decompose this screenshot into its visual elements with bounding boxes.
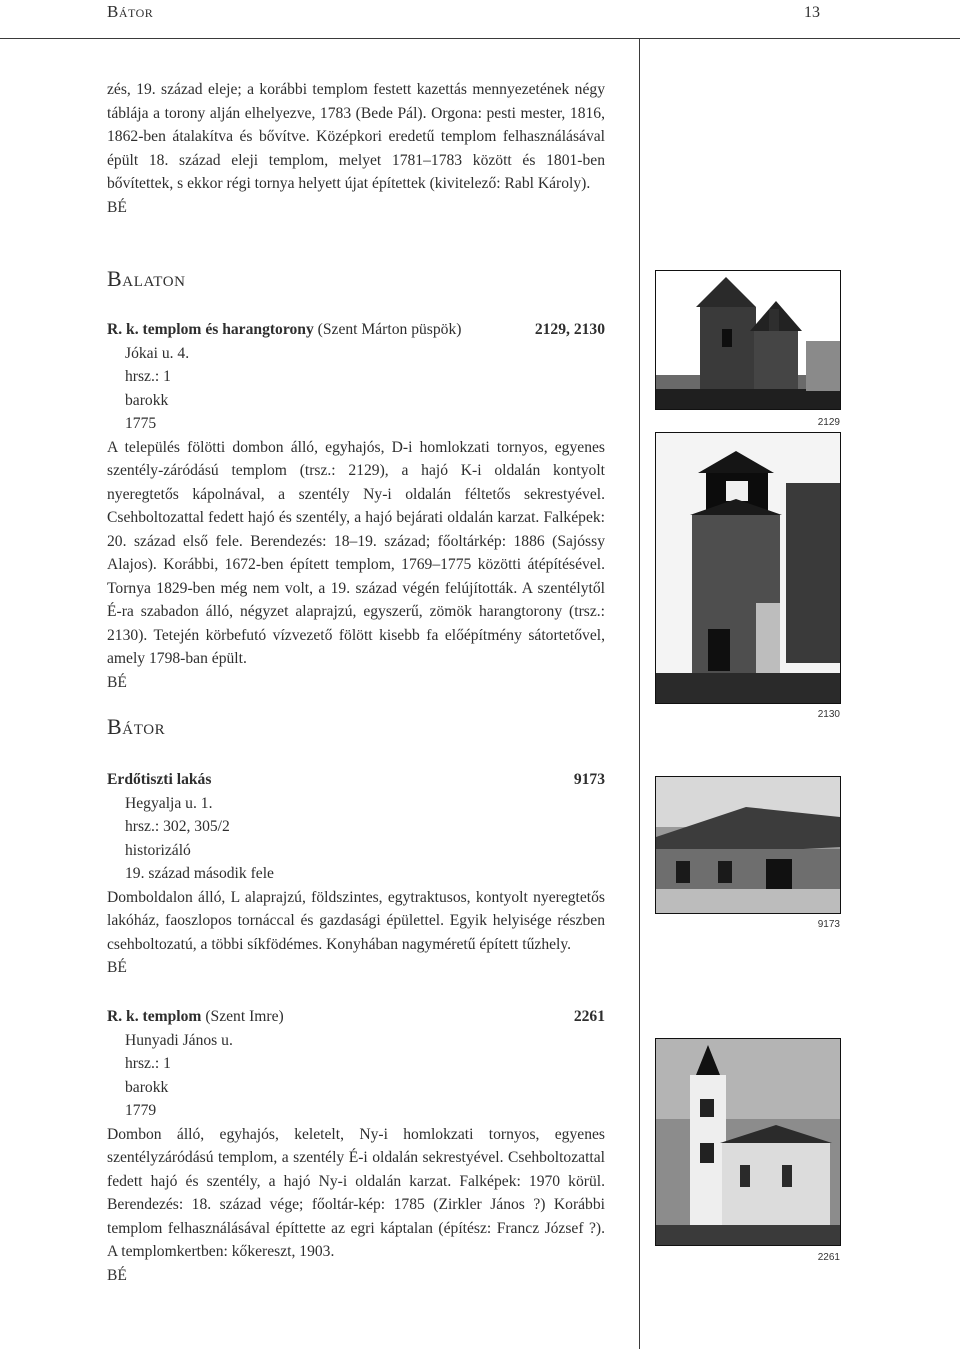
entry-address: Hunyadi János u. (125, 1031, 233, 1049)
photo-reference-numbers: 9173 (573, 771, 605, 788)
entry-hrsz: hrsz.: 1 (125, 368, 171, 385)
photo-caption: 2129 (817, 417, 840, 428)
entry-heading (107, 1005, 605, 1029)
entry-year: 19. század második fele (125, 865, 274, 882)
entry-style: barokk (125, 391, 169, 409)
entry-title: R. k. templom (107, 1008, 202, 1025)
bell-tower-photo (655, 432, 841, 704)
bator-entry-1 (107, 768, 605, 980)
entry-dedication: (Szent Márton püspök) (313, 321, 462, 338)
entry-author: BÉ (107, 959, 127, 976)
entry-title: R. k. templom és harangtorony (107, 321, 314, 338)
photo-reference-numbers: 2129, 2130 (534, 321, 605, 338)
photo-reference-numbers: 2261 (573, 1008, 605, 1025)
running-header (107, 0, 820, 28)
church-with-tower-photo (655, 270, 841, 410)
section-title-bator: Bátor (107, 714, 166, 739)
entry-heading (107, 768, 605, 792)
entry-description: A település fölötti dombon álló, egyhajós, D-i homlokzati tornyos, egyenes szentély-záródású templom (trsz.: 2129), a hajó K-i oldalán kontyolt nyeregtetős kápolnával, a szentély Ny-i oldalán féltetős sekrestyével. Csehboltozattal fedett hajó és szentély, a hajó bejárati oldalán karzat. Falképek: 20. század első fele. Berendezés: 18–19. század; főoltárkép: 1886 (Sajóssy Alajos). Korábbi, 1672-ben épített templom, 1769–1775 közötti átépítésével. Tornya 1829-ben még nem volt, a 19. század végén felújították. A szentélytől É-ra szabadon álló, négyzet alaprajzú, egyszerű, zömök harangtorony (trsz.: 2130). Tetején körbefutó vízvezető fölött kisebb fa előépítmény sátortetővel, amely 1798-ban épült. (107, 438, 605, 667)
entry-heading (107, 318, 605, 342)
photo-caption: 2261 (817, 1252, 840, 1263)
entry-address: Jókai u. 4. (125, 344, 190, 362)
entry-description: Dombon álló, egyhajós, keletelt, Ny-i homlokzati tornyos, egyenes szentélyzáródású templom, a szentély É-i oldalán sekrestyével. Csehboltozattal fedett hajó és szentély, a hajó Ny-i oldalán karzat. Falképek: 1970 körül. Berendezés: 18. század vége; főoltár-kép: 1785 (Zirkler János ?) Korábbi templom felhasználásával építtette az egri káptalan (építész: Francz József ?). A templomkertben: kőkereszt, 1903. (107, 1125, 605, 1260)
entry-style: barokk (125, 1078, 169, 1096)
entry-style: historizáló (125, 841, 191, 859)
entry-hrsz: hrsz.: 1 (125, 1055, 171, 1072)
page-number: 13 (804, 4, 820, 21)
entry-hrsz: hrsz.: 302, 305/2 (125, 818, 230, 835)
balaton-entry (107, 318, 605, 694)
entry-year: 1779 (125, 1102, 157, 1119)
white-church-photo (655, 1038, 841, 1246)
entry-title: Erdőtiszti lakás (107, 771, 212, 788)
entry-description: Domboldalon álló, L alaprajzú, földszintes, egytraktusos, kontyolt nyeregtetős lakóház, faoszlopos tornáccal és gazdasági épülettel. Egyik helyisége részben csehboltozatú, a többi síkfödémes. Konyhában nagyméretű épített tűzhely. (107, 888, 605, 953)
entry-author: BÉ (107, 673, 127, 691)
running-title: Bátor (107, 2, 154, 21)
entry-dedication: (Szent Imre) (201, 1008, 284, 1025)
entry-author: BÉ (107, 1266, 127, 1284)
intro-author: BÉ (107, 198, 127, 216)
intro-paragraph: zés, 19. század eleje; a korábbi templom festett kazettás mennyezetének négy táblája a torony alján elhelyezve, 1783 (Bede Pál). Orgona: pesti mester, 1816, 1862-ben átalakítva és bővítve. Középkori eredetű templom felhasználásával épült 18. század eleji templom, melyet 1781–1783 között és 1801-ben bővítettek, s ekkor régi tornya helyett újat építettek (kivitelező: Rabl Károly). (107, 81, 605, 192)
photo-caption: 2130 (817, 709, 840, 720)
forester-house-photo (655, 776, 841, 914)
entry-address: Hegyalja u. 1. (125, 794, 213, 812)
photo-caption: 9173 (817, 919, 840, 930)
entry-year: 1775 (125, 415, 157, 432)
bator-entry-2 (107, 1005, 605, 1287)
section-title-balaton: Balaton (107, 266, 186, 291)
intro-paragraph-block (107, 78, 605, 219)
